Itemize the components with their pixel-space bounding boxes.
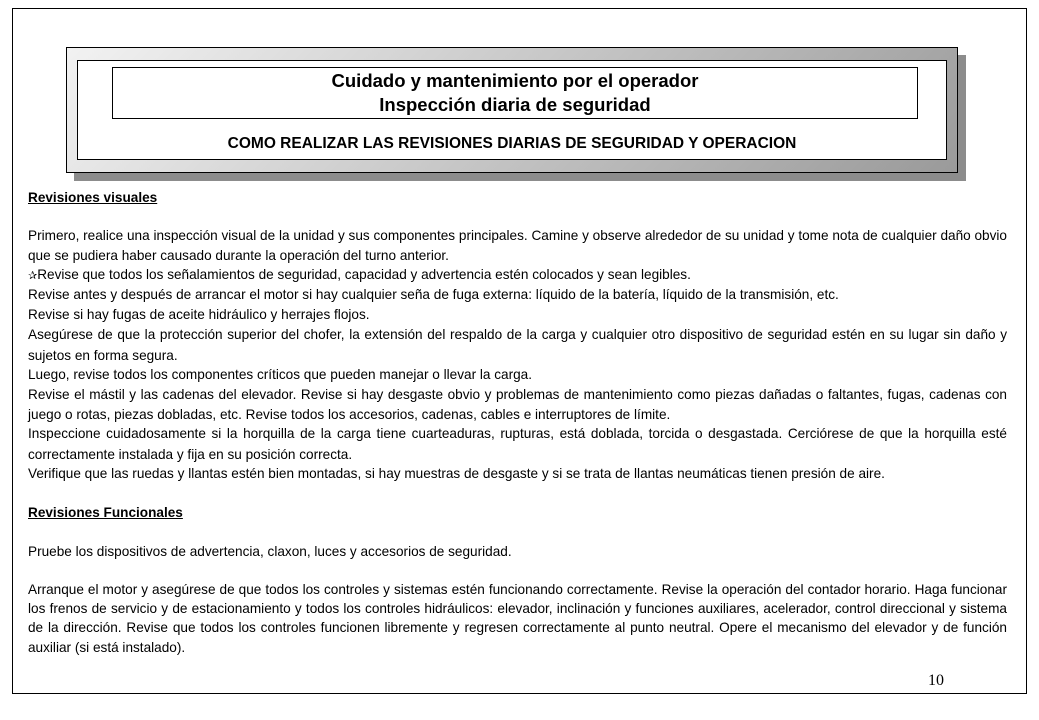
list-item	[28, 325, 1007, 364]
list-item-text: Luego, revise todos los componentes críticos que pueden manejar o llevar la carga.	[28, 366, 533, 382]
document-body	[28, 188, 1007, 657]
section-subheading: COMO REALIZAR LAS REVISIONES DIARIAS DE SEGURIDAD Y OPERACION	[227, 135, 797, 152]
list-item	[28, 464, 1007, 484]
functional-paragraph-2: Arranque el motor y asegúrese de que todos los controles y sistemas estén funcionando correctamente. Revise la operación del contador horario. Haga funcionar los frenos de servicio y de estacionamiento y todos los controles hidráulicos: elevador, inclinación y funciones auxiliares, acelerador, control direccional y sistema de la dirección. Revise que todos los controles funcionen libremente y regresen correctamente al punto neutral. Opere el mecanismo del elevador y de función auxiliar (si está instalado).	[28, 582, 1007, 655]
title-line-1: Cuidado y mantenimiento por el operador	[331, 70, 699, 91]
star-bullet-icon: ✰	[28, 268, 38, 282]
list-item-text: Revise el mástil y las cadenas del elevador. Revise si hay desgaste obvio y problemas de mantenimiento como piezas dañadas o faltantes, fugas, cadenas con juego o rotas, piezas dobladas, etc. Revise todos los accesorios, cadenas, cables e interruptores de límite.	[28, 387, 1007, 423]
list-item	[28, 285, 1007, 305]
list-item	[28, 365, 1007, 385]
list-item-text: Revise antes y después de arrancar el motor si hay cualquier seña de fuga externa: líquido de la batería, líquido de la transmisión, etc.	[28, 287, 839, 302]
title-box	[112, 67, 918, 119]
list-item	[28, 305, 1007, 325]
list-item	[28, 424, 1007, 463]
list-item-text: Revise si hay fugas de aceite hidráulico y herrajes flojos.	[28, 307, 370, 323]
functional-checks-heading: Revisiones Funcionales	[28, 505, 183, 521]
title-line-2: Inspección diaria de seguridad	[379, 94, 651, 115]
list-item-text: Verifique que las ruedas y llantas estén bien montadas, si hay muestras de desgaste y si se trata de llantas neumáticas tienen presión de aire.	[28, 465, 885, 481]
list-item-text: Inspeccione cuidadosamente si la horquilla de la carga tiene cuarteaduras, rupturas, está doblada, torcida o desgastada. Cerciórese de que la horquilla esté correctamente instalada y fija en su posición correcta.	[28, 426, 1007, 462]
list-item	[28, 385, 1007, 424]
visual-checks-heading: Revisiones visuales	[28, 190, 158, 205]
visual-intro: Primero, realice una inspección visual de la unidad y sus componentes principales. Camine y observe alrededor de su unidad y tome nota de cualquier daño obvio que se pudiera haber causado durante la operación del turno anterior.	[28, 228, 1007, 263]
functional-paragraph-1: Pruebe los dispositivos de advertencia, claxon, luces y accesorios de seguridad.	[28, 543, 512, 559]
list-item-text: Asegúrese de que la protección superior del chofer, la extensión del respaldo de la carga y cualquier otro dispositivo de seguridad estén en su lugar sin daño y sujetos en forma segura.	[28, 327, 1007, 363]
list-item	[28, 265, 1007, 285]
page-number: 10	[928, 672, 944, 689]
list-item-text: Revise que todos los señalamientos de seguridad, capacidad y advertencia estén colocados y sean legibles.	[37, 266, 691, 282]
